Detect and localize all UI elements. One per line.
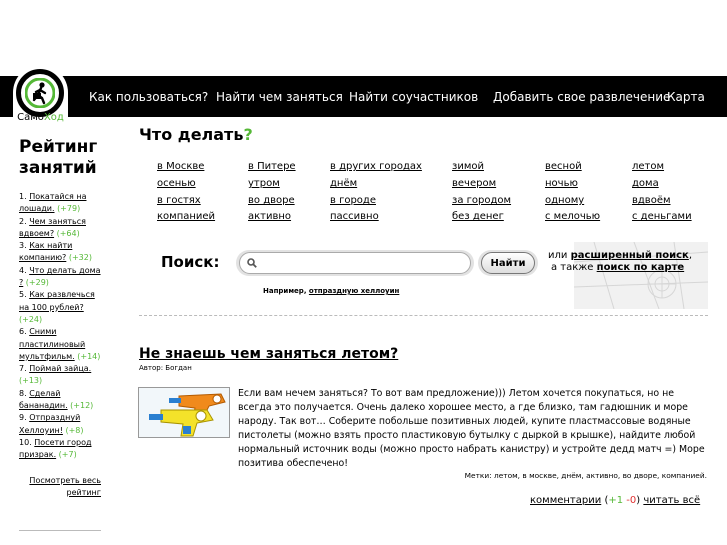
rating-count: (+32) [68,253,92,263]
search-field-wrapper [236,250,474,276]
comments-link[interactable]: комментарии [530,495,602,506]
article-title[interactable]: Не знаешь чем заняться летом? [139,346,399,362]
what-to-do-title: Что делать? [139,125,253,144]
search-input[interactable] [239,252,471,274]
section-divider [139,315,708,316]
logo-wordmark: СамоХод [17,112,64,123]
search-button-wrapper [478,250,538,276]
rating-item: 1. Покатайся на лошади. (+79) [19,192,87,214]
nav-add-activity[interactable]: Добавить свое развлечение [493,90,671,104]
article-author: Автор: Богдан [139,364,192,372]
rating-item-link[interactable]: Что делать дома ? [19,265,101,288]
rating-item-link[interactable]: Сними пластилиновый мультфильм. [19,327,86,361]
rating-count: (+13) [19,376,43,386]
rating-item: 3. Как найти компанию? (+32) [19,241,92,263]
category-link[interactable]: компанией [157,211,216,222]
logo-emblem [16,69,64,117]
nav-find-partners[interactable]: Найти соучастников [349,90,479,104]
rating-count: (+8) [65,425,84,435]
advanced-search-link[interactable]: расширенный поиск [570,250,689,261]
rating-item: 6. Сними пластилиновый мультфильм. (+14) [19,327,101,361]
category-link[interactable]: активно [248,211,292,222]
rating-count: (+12) [70,401,94,411]
rating-item-link[interactable]: Как развлечься на 100 рублей? [19,290,95,312]
category-link[interactable]: за городом [452,195,512,206]
magnifier-icon [247,258,257,268]
rating-item-link[interactable]: Чем заняться вдвоем? [19,216,86,238]
rating-item-link[interactable]: Посети город призрак. [19,437,92,460]
rating-item: 4. Что делать дома ? (+29) [19,265,101,288]
article-footer [530,495,700,506]
search-button[interactable]: Найти [481,252,535,274]
map-search-line: а также поиск по карте [551,262,685,273]
category-link[interactable]: вечером [452,178,497,189]
rating-count: (+14) [77,351,101,361]
category-link[interactable]: осенью [157,178,196,189]
search-label: Поиск: [161,253,220,271]
category-link[interactable]: в Питере [248,161,296,172]
category-link[interactable]: во дворе [248,195,295,206]
rating-item-link[interactable]: Сделай бананадин. [19,388,68,411]
rating-title: Рейтинг занятий [19,137,98,178]
article-rating: (+1 -0) [604,495,641,506]
category-link[interactable]: весной [545,161,582,172]
water-pistols-image [139,388,230,438]
article-image[interactable] [138,387,230,438]
advanced-search-line: или расширенный поиск, [548,250,693,261]
rating-item-link[interactable]: Поймай зайца. [29,364,92,374]
category-link[interactable]: без денег [452,211,504,222]
nav-find-activity[interactable]: Найти чем заняться [216,90,343,104]
rating-item: 5. Как развлечься на 100 рублей? (+24) [19,290,95,324]
rating-count: (+64) [56,228,80,238]
category-link[interactable]: одному [545,195,585,206]
rating-item: 8. Сделай бананадин. (+12) [19,388,94,411]
search-example-link[interactable]: отпраздную хеллоуин [308,287,400,295]
rating-item: 9. Отпразднуй Хеллоуин! (+8) [19,413,84,435]
category-link[interactable]: вдвоём [632,195,671,206]
rating-item: 10. Посети город призрак. (+7) [19,437,92,460]
rating-count: (+79) [57,204,81,214]
nav-how-to-use[interactable]: Как пользоваться? [89,90,209,104]
search-example: Например, отпраздную хеллоуин [263,287,400,295]
rating-count: (+24) [19,314,43,324]
rating-item: 2. Чем заняться вдвоем? (+64) [19,216,86,238]
category-link[interactable]: ночью [545,178,578,189]
category-link[interactable]: с деньгами [632,211,692,222]
rating-item-link[interactable]: Покатайся на лошади. [19,192,87,214]
rating-item-link[interactable]: Как найти компанию? [19,241,73,263]
category-link[interactable]: зимой [452,161,484,172]
category-link[interactable]: в городе [330,195,376,206]
full-rating-link[interactable]: Посмотреть весь рейтинг [29,476,101,497]
nav-map[interactable]: Карта [667,90,705,104]
site-logo[interactable] [13,65,68,127]
category-link[interactable]: днём [330,178,358,189]
rating-count: (+29) [25,278,49,288]
read-all-link[interactable]: читать всё [643,495,701,506]
category-link[interactable]: дома [632,178,659,189]
sidebar-divider [19,530,101,531]
rating-list [19,191,105,462]
walking-man-icon [25,78,55,108]
article-text: Если вам нечем заняться? То вот вам предложение))) Летом хочется покупаться, но не всегда это получается. Очень далеко хорошее место, а где близко, там гадюшник и море народу. Так вот… Соберите побольше позитивных людей, купите пластмассовые водяные пистолеты (можно взять просто пластиковую бутылку с дыркой в крышке), найдите любой нормальный источник воды (можно просто набрать канистру) и устройте дедд матч =) Море позитива обеспечено! [238,388,705,469]
category-link[interactable]: с мелочью [545,211,601,222]
category-link[interactable]: в гостях [157,195,201,206]
rating-item: 7. Поймай зайца. (+13) [19,364,92,386]
map-search-link[interactable]: поиск по карте [596,262,685,273]
category-link[interactable]: в Москве [157,161,205,172]
category-link[interactable]: летом [632,161,665,172]
top-nav-bar [0,76,727,117]
category-link[interactable]: утром [248,178,280,189]
article-tags: Метки: летом, в москве, днём, активно, во дворе, компанией. [464,471,707,480]
rating-item-link[interactable]: Отпразднуй Хеллоуин! [19,413,81,435]
category-link[interactable]: пассивно [330,211,379,222]
category-link[interactable]: в других городах [330,161,422,172]
rating-count: (+7) [58,450,77,460]
